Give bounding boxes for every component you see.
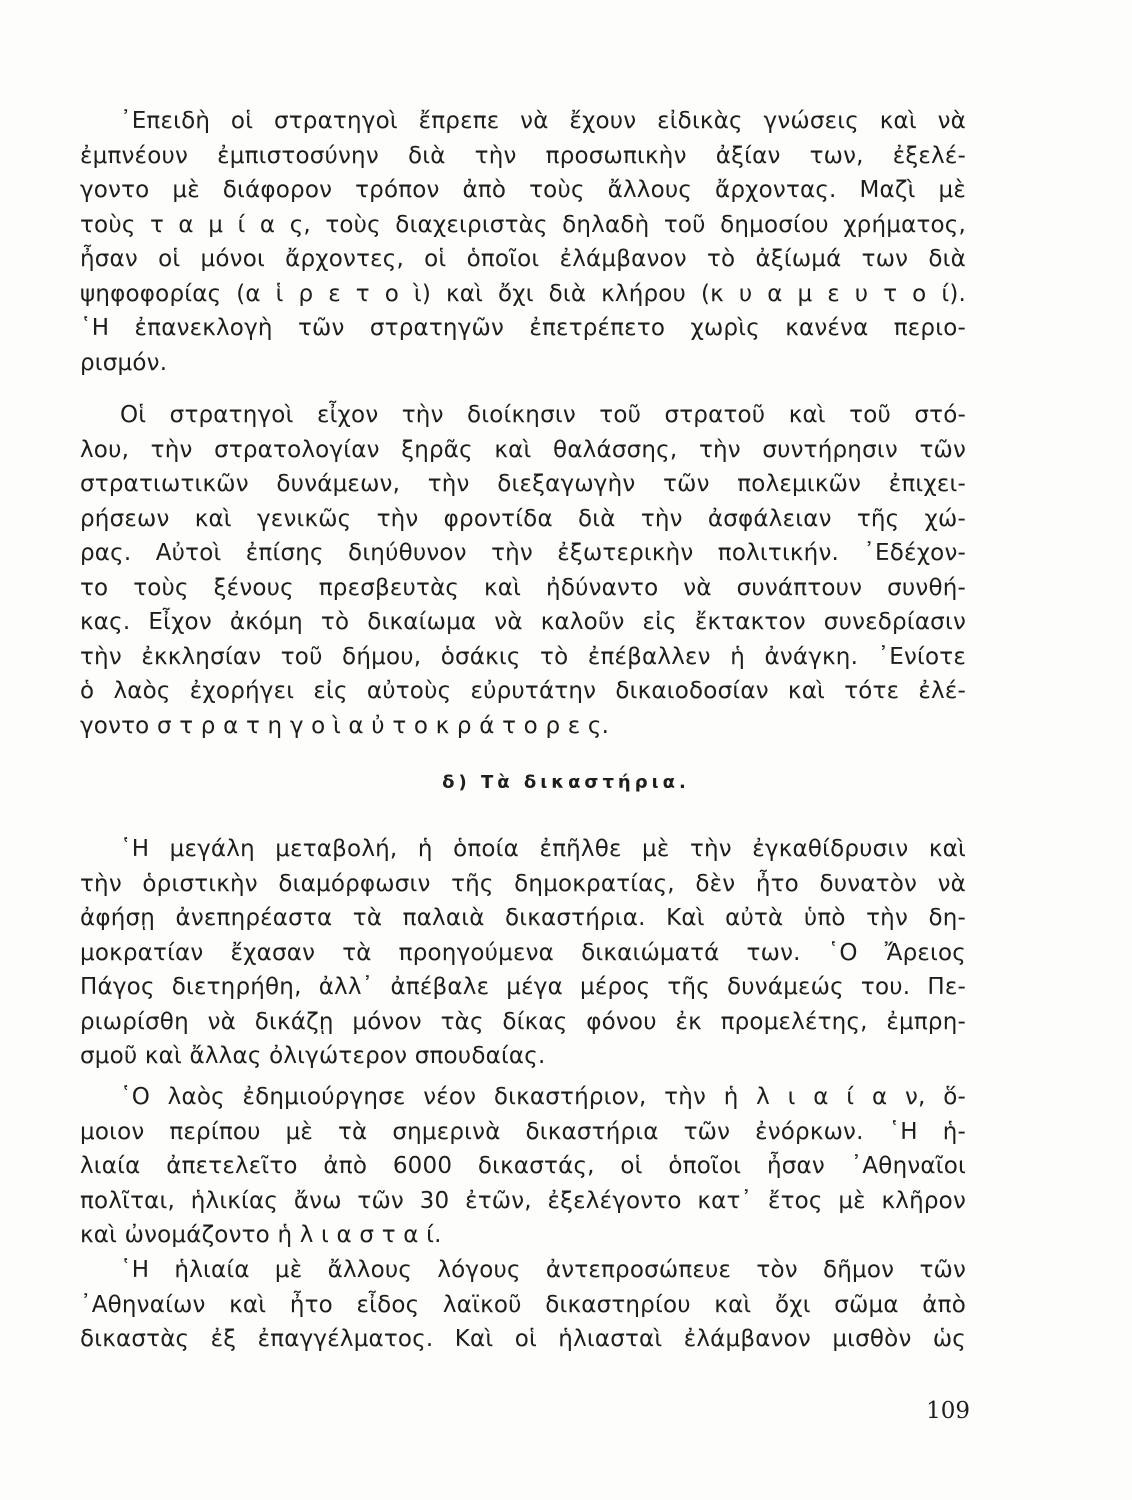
text-line: ρισμόν. bbox=[80, 349, 168, 376]
paragraph-1 bbox=[80, 104, 966, 380]
text-line: ριωρίσθη νὰ δικάζῃ μόνον τὰς δίκας φόνου ἐκ προμελέτης, ἐμπρη- bbox=[80, 1008, 966, 1035]
text-line: καὶ ὠνομάζοντο ἡ λ ι α σ τ α ί. bbox=[80, 1222, 442, 1248]
paragraph-2 bbox=[80, 398, 966, 743]
text-line: ἐμπνέουν ἐμπιστοσύνην διὰ τὴν προσωπικὴν ἀξίαν των, ἐξελέ- bbox=[80, 142, 966, 169]
text-line: Πάγος διετηρήθη, ἀλλ᾿ ἀπέβαλε μέγα μέρος τῆς δυνάμεώς του. Πε- bbox=[80, 974, 966, 1000]
text-line: γοντο μὲ διάφορον τρόπον ἀπὸ τοὺς ἄλλους ἄρχοντας. Μαζὶ μὲ bbox=[80, 177, 966, 203]
text-line: ῾Η ἡλιαία μὲ ἄλλους λόγους ἀντεπροσώπευε τὸν δῆμον τῶν bbox=[120, 1257, 966, 1283]
paragraph-3 bbox=[80, 832, 966, 1074]
text-line: ᾿Επειδὴ οἱ στρατηγοὶ ἔπρεπε νὰ ἔχουν εἰδικὰς γνώσεις καὶ νὰ bbox=[120, 108, 966, 134]
text-line: στρατιωτικῶν δυνάμεων, τὴν διεξαγωγὴν τῶν πολεμικῶν ἐπιχει- bbox=[80, 471, 966, 497]
text-line: κας. Εἶχον ἀκόμη τὸ δικαίωμα νὰ καλοῦν εἰς ἔκτακτον συνεδρίασιν bbox=[80, 609, 966, 635]
text-line: Οἱ στρατηγοὶ εἶχον τὴν διοίκησιν τοῦ στρατοῦ καὶ τοῦ στό- bbox=[120, 402, 966, 428]
text-line: πολῖται, ἡλικίας ἄνω τῶν 30 ἐτῶν, ἐξελέγοντο κατ᾿ ἔτος μὲ κλῆρον bbox=[80, 1187, 966, 1214]
text-line: ὁ λαὸς ἐχορήγει εἰς αὐτοὺς εὐρυτάτην δικαιοδοσίαν καὶ τότε ἐλέ- bbox=[80, 678, 966, 704]
text-line: τοὺς τ α μ ί α ς, τοὺς διαχειριστὰς δηλαδὴ τοῦ δημοσίου χρήματος, bbox=[80, 211, 966, 238]
text-line: λιαία ἀπετελεῖτο ἀπὸ 6000 δικαστάς, οἱ ὁποῖοι ἦσαν ᾿Αθηναῖοι bbox=[80, 1153, 966, 1179]
text-line: σμοῦ καὶ ἄλλας ὀλιγώτερον σπουδαίας. bbox=[80, 1043, 546, 1069]
text-line: ἦσαν οἱ μόνοι ἄρχοντες, οἱ ὁποῖοι ἐλάμβανον τὸ ἀξίωμά των διὰ bbox=[80, 246, 966, 272]
text-line: ψηφοφορίας (α ἱ ρ ε τ ο ὶ) καὶ ὄχι διὰ κλήρου (κ υ α μ ε υ τ ο ί). bbox=[80, 280, 966, 307]
paragraph-4 bbox=[80, 1080, 966, 1253]
text-line: το τοὺς ξένους πρεσβευτὰς καὶ ἠδύναντο νὰ συνάπτουν συνθή- bbox=[80, 574, 966, 601]
text-line: τὴν ἐκκλησίαν τοῦ δήμου, ὁσάκις τὸ ἐπέβαλλεν ἡ ἀνάγκη. ᾿Ενίοτε bbox=[80, 643, 966, 670]
text-line: ἀφήσῃ ἀνεπηρέαστα τὰ παλαιὰ δικαστήρια. Καὶ αὐτὰ ὑπὸ τὴν δη- bbox=[80, 905, 966, 931]
text-line: τὴν ὁριστικὴν διαμόρφωσιν τῆς δημοκρατίας, δὲν ἦτο δυνατὸν νὰ bbox=[80, 870, 966, 897]
section-heading: δ) Τὰ δικαστήρια. bbox=[442, 772, 690, 793]
text-line: μοιον περίπου μὲ τὰ σημερινὰ δικαστήρια τῶν ἐνόρκων. ῾Η ἡ- bbox=[80, 1118, 966, 1145]
text-line: ᾿Αθηναίων καὶ ἦτο εἶδος λαϊκοῦ δικαστηρίου καὶ ὄχι σῶμα ἀπὸ bbox=[80, 1291, 966, 1318]
text-line: γοντο σ τ ρ α τ η γ ο ὶ α ὐ τ ο κ ρ ά τ ο ρ ε ς. bbox=[80, 712, 610, 739]
text-line: μοκρατίαν ἔχασαν τὰ προηγούμενα δικαιώματά των. ῾Ο Ἄρειος bbox=[80, 939, 966, 966]
paragraph-5 bbox=[80, 1253, 966, 1357]
text-line: ῾Ο λαὸς ἐδημιούργησε νέον δικαστήριον, τὴν ἡ λ ι α ί α ν, ὅ- bbox=[120, 1084, 966, 1110]
text-line: ῾Η ἐπανεκλογὴ τῶν στρατηγῶν ἐπετρέπετο χωρὶς κανένα περιο- bbox=[80, 315, 966, 341]
text-line: λου, τὴν στρατολογίαν ξηρᾶς καὶ θαλάσσης, τὴν συντήρησιν τῶν bbox=[80, 436, 966, 463]
text-line: δικαστὰς ἐξ ἐπαγγέλματος. Καὶ οἱ ἡλιασταὶ ἐλάμβανον μισθὸν ὡς bbox=[80, 1326, 966, 1352]
page-number: 109 bbox=[926, 1398, 970, 1424]
text-line: ρας. Αὐτοὶ ἐπίσης διηύθυνον τὴν ἐξωτερικὴν πολιτικήν. ᾿Εδέχον- bbox=[80, 540, 966, 566]
text-line: ρήσεων καὶ γενικῶς τὴν φροντίδα διὰ τὴν ἀσφάλειαν τῆς χώ- bbox=[80, 505, 966, 532]
text-line: ῾Η μεγάλη μεταβολή, ἡ ὁποία ἐπῆλθε μὲ τὴν ἐγκαθίδρυσιν καὶ bbox=[120, 836, 966, 862]
